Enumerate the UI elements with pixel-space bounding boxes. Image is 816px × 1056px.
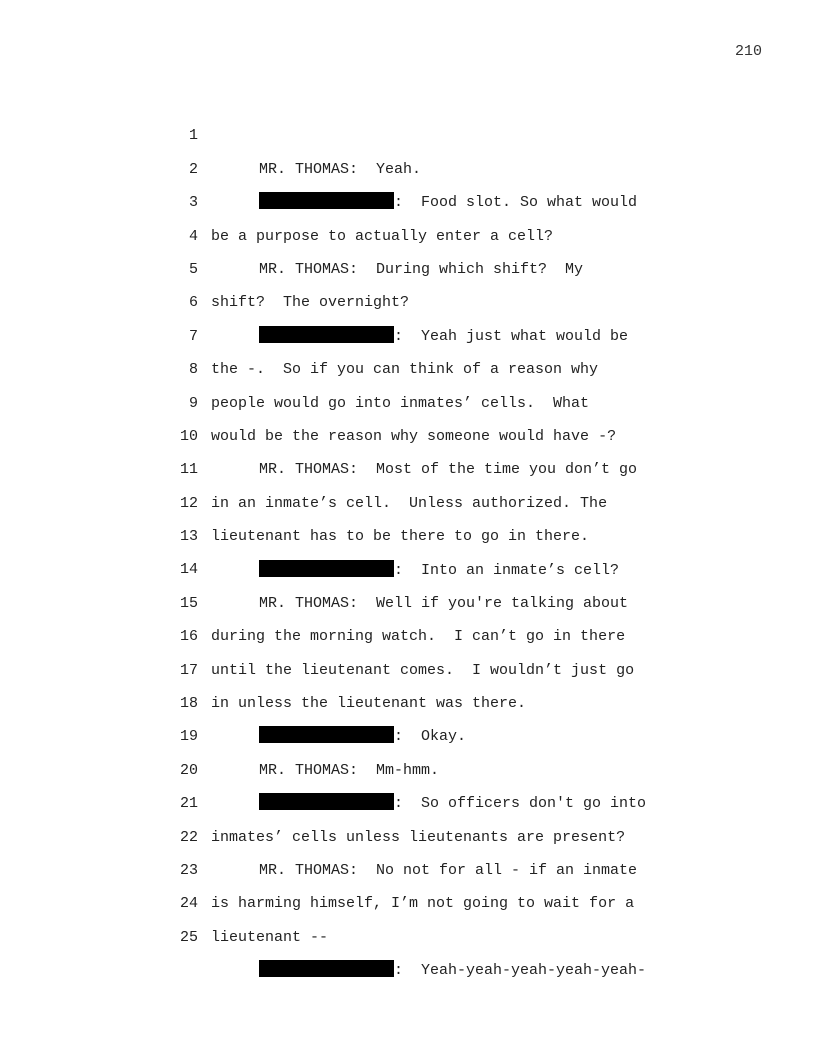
line-number: 11 — [179, 461, 198, 479]
line-number: 4 — [188, 227, 198, 245]
line-number: 17 — [179, 661, 198, 679]
line-text-content: : Yeah just what would be — [394, 327, 629, 345]
line-number: 14 — [179, 561, 198, 579]
line-number: 9 — [188, 394, 198, 412]
line-number: 20 — [179, 761, 198, 779]
line-number: 12 — [179, 494, 198, 512]
line-number: 16 — [179, 628, 198, 646]
line-text-content: in an inmate’s cell. Unless authorized. The — [211, 494, 608, 512]
line-text — [259, 954, 646, 987]
line-number: 23 — [179, 862, 198, 879]
line-number: 22 — [179, 828, 198, 846]
line-text-content: : Yeah-yeah-yeah-yeah-yeah- — [394, 962, 647, 980]
line-text-content: shift? The overnight? — [211, 294, 410, 312]
line-number: 21 — [179, 795, 198, 813]
redacted-speaker-name — [259, 960, 394, 977]
line-text-content: : Okay. — [394, 728, 467, 746]
line-text-content: until the lieutenant comes. I wouldn’t just go — [211, 661, 635, 679]
line-text-content: MR. THOMAS: Mm-hmm. — [259, 761, 440, 779]
line-text-content: : Into an inmate’s cell? — [394, 561, 620, 579]
line-text-content: : So officers don't go into — [394, 795, 647, 813]
line-number: 7 — [188, 327, 198, 345]
line-text-content: lieutenant -- — [211, 928, 329, 946]
line-number: 8 — [188, 361, 198, 379]
line-text-content: MR. THOMAS: Yeah. — [259, 160, 422, 178]
line-text-content: during the morning watch. I can’t go in there — [211, 628, 626, 646]
line-text-content: is harming himself, I’m not going to wait for a — [211, 895, 635, 913]
page-number: 210 — [734, 43, 762, 60]
line-number: 10 — [179, 427, 198, 445]
line-number: 2 — [188, 160, 198, 178]
line-number: 1 — [188, 127, 198, 145]
line-number: 6 — [188, 294, 198, 312]
line-number: 24 — [179, 895, 198, 913]
line-number: 3 — [188, 194, 198, 212]
line-text-content: would be the reason why someone would have -? — [211, 427, 617, 445]
line-text-content: the -. So if you can think of a reason why — [211, 361, 599, 379]
line-number: 25 — [179, 928, 198, 946]
line-text-content: MR. THOMAS: During which shift? My — [259, 260, 584, 278]
line-text-content: MR. THOMAS: Well if you're talking about — [259, 594, 629, 612]
line-number: 18 — [179, 695, 198, 713]
transcript-line — [0, 86, 816, 178]
line-number: 5 — [188, 260, 198, 278]
line-text-content: MR. THOMAS: Most of the time you don’t go — [259, 461, 638, 479]
line-text-content: be a purpose to actually enter a cell? — [211, 227, 554, 245]
line-number: 19 — [179, 728, 198, 746]
line-text-content: : Food slot. So what would — [394, 194, 638, 212]
line-text-content: in unless the lieutenant was there. — [211, 695, 527, 713]
line-number: 15 — [179, 594, 198, 612]
line-text-content: MR. THOMAS: No not for all - if an inmate — [259, 862, 638, 880]
line-number: 13 — [179, 528, 198, 546]
line-text — [211, 921, 328, 954]
line-text-content: inmates’ cells unless lieutenants are present? — [211, 828, 626, 846]
line-text-content: people would go into inmates’ cells. What — [211, 394, 590, 412]
transcript-body — [0, 86, 816, 980]
line-text-content: lieutenant has to be there to go in there. — [211, 528, 590, 546]
